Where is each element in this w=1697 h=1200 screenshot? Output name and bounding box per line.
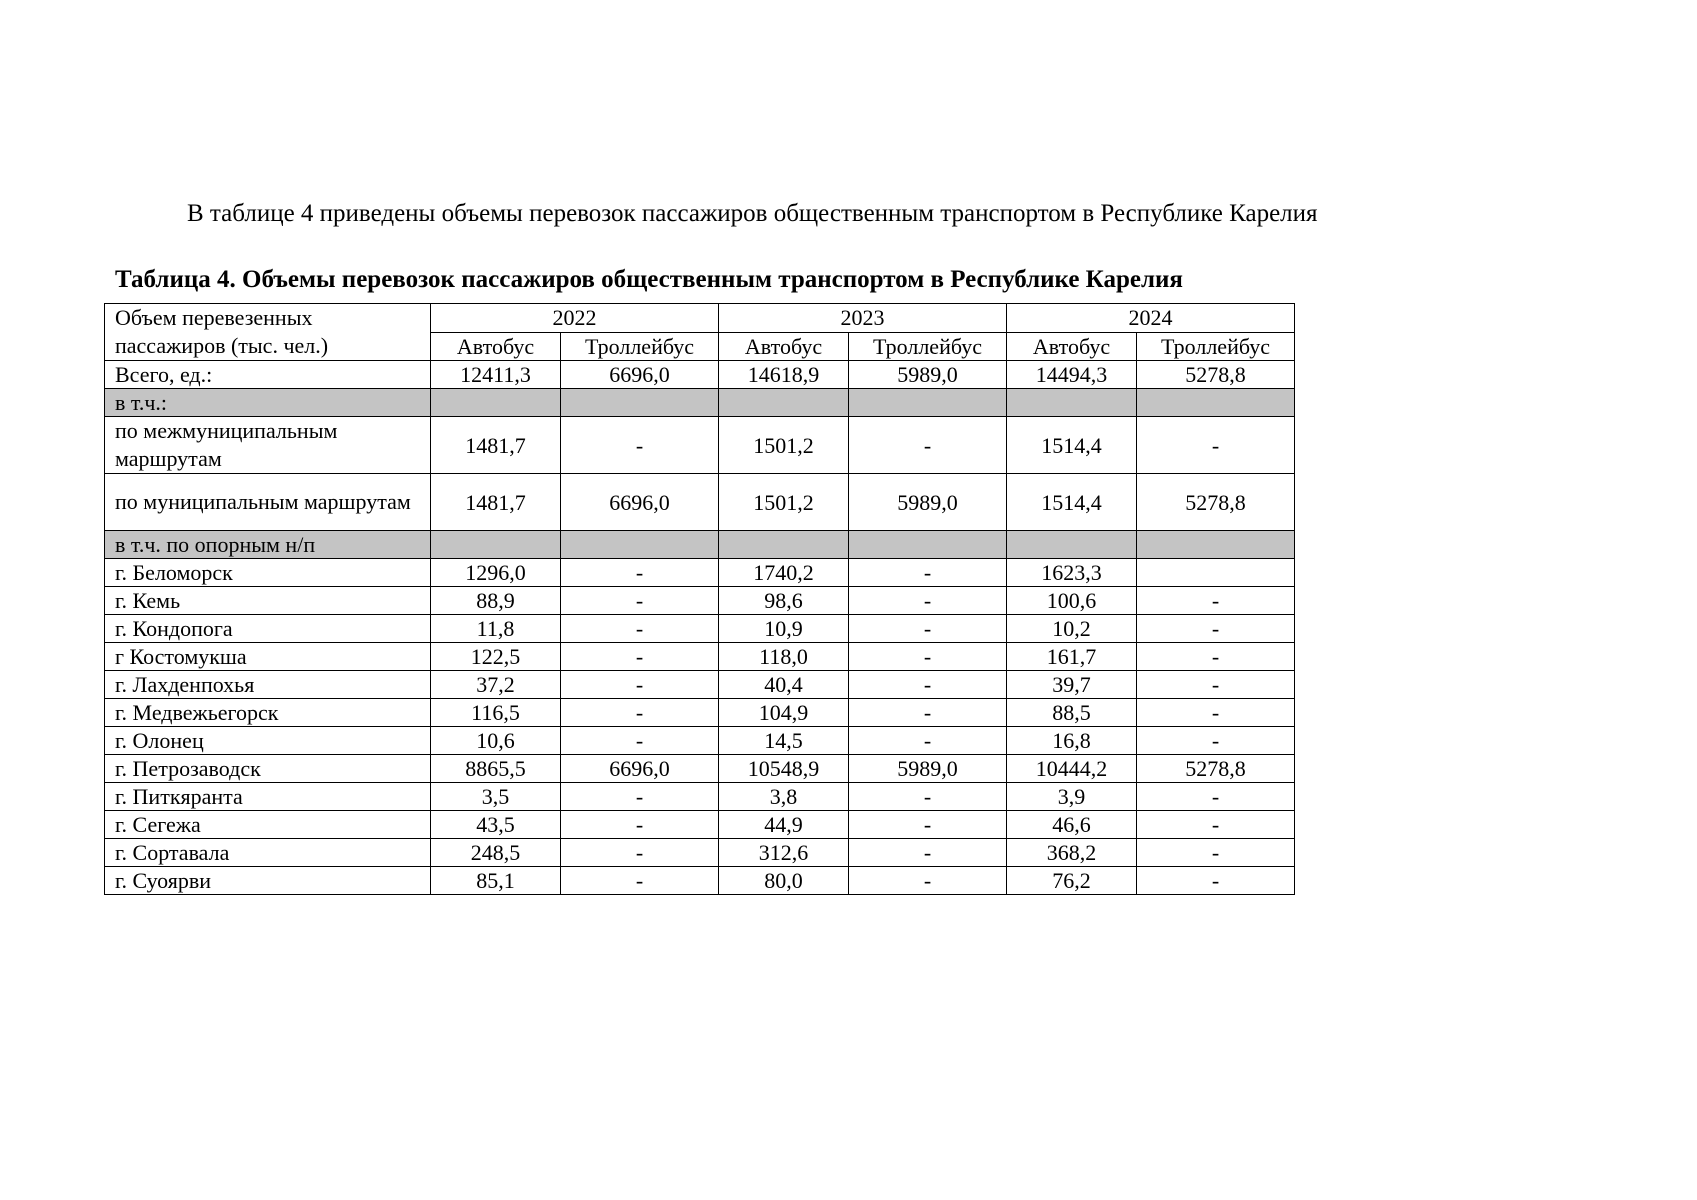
value-cell: 248,5 [431, 839, 561, 867]
value-cell: 5989,0 [849, 361, 1007, 389]
value-cell [1137, 389, 1295, 417]
table-row [105, 559, 1295, 587]
value-cell: 368,2 [1007, 839, 1137, 867]
value-cell: - [1137, 643, 1295, 671]
table-caption: Таблица 4. Объемы перевозок пассажиров общественным транспортом в Республике Карелия [115, 266, 1183, 293]
table-row [105, 699, 1295, 727]
value-cell: 6696,0 [561, 755, 719, 783]
value-cell: - [1137, 699, 1295, 727]
value-cell: 6696,0 [561, 474, 719, 531]
value-cell: 5989,0 [849, 755, 1007, 783]
value-cell: - [561, 811, 719, 839]
value-cell: - [561, 839, 719, 867]
value-cell: - [1137, 727, 1295, 755]
value-cell: 43,5 [431, 811, 561, 839]
table-row [105, 587, 1295, 615]
table-row [105, 474, 1295, 531]
value-cell: 40,4 [719, 671, 849, 699]
value-cell: - [849, 699, 1007, 727]
value-cell: - [849, 417, 1007, 474]
value-cell: 6696,0 [561, 361, 719, 389]
row-label: г. Кондопога [105, 615, 431, 643]
value-cell: 10,9 [719, 615, 849, 643]
value-cell [561, 389, 719, 417]
value-cell: - [1137, 615, 1295, 643]
row-label: г. Суоярви [105, 867, 431, 895]
row-label: г. Беломорск [105, 559, 431, 587]
row-label: в т.ч.: [105, 389, 431, 417]
value-cell [719, 531, 849, 559]
row-label: Всего, ед.: [105, 361, 431, 389]
value-cell: - [849, 783, 1007, 811]
row-label: г. Лахденпохья [105, 671, 431, 699]
value-cell: 85,1 [431, 867, 561, 895]
vehicle-header-bus: Автобус [719, 332, 849, 361]
value-cell [561, 531, 719, 559]
value-cell: - [1137, 783, 1295, 811]
row-label: г. Сегежа [105, 811, 431, 839]
value-cell: 14494,3 [1007, 361, 1137, 389]
row-label: г. Петрозаводск [105, 755, 431, 783]
value-cell: 10,6 [431, 727, 561, 755]
value-cell: - [1137, 839, 1295, 867]
table-body [105, 361, 1295, 895]
value-cell: 37,2 [431, 671, 561, 699]
value-cell: - [849, 643, 1007, 671]
value-cell: 1514,4 [1007, 474, 1137, 531]
value-cell [849, 389, 1007, 417]
passenger-transport-table [104, 303, 1295, 895]
value-cell: 100,6 [1007, 587, 1137, 615]
value-cell: - [561, 867, 719, 895]
value-cell: 8865,5 [431, 755, 561, 783]
value-cell: 3,9 [1007, 783, 1137, 811]
row-label: по муниципальным маршрутам [105, 474, 431, 531]
value-cell: - [1137, 671, 1295, 699]
value-cell: 10444,2 [1007, 755, 1137, 783]
table-row [105, 783, 1295, 811]
value-cell: - [849, 615, 1007, 643]
value-cell: - [1137, 417, 1295, 474]
value-cell: 116,5 [431, 699, 561, 727]
value-cell: 80,0 [719, 867, 849, 895]
value-cell: 1481,7 [431, 417, 561, 474]
table-row [105, 361, 1295, 389]
value-cell [1007, 389, 1137, 417]
row-label: г. Питкяранта [105, 783, 431, 811]
table-row [105, 839, 1295, 867]
row-label: г. Сортавала [105, 839, 431, 867]
value-cell [1137, 531, 1295, 559]
value-cell: 11,8 [431, 615, 561, 643]
vehicle-header-bus: Автобус [1007, 332, 1137, 361]
table-row [105, 727, 1295, 755]
value-cell: 5989,0 [849, 474, 1007, 531]
value-cell: 1501,2 [719, 474, 849, 531]
row-label: г Костомукша [105, 643, 431, 671]
section-row [105, 531, 1295, 559]
table-row [105, 643, 1295, 671]
value-cell: 1740,2 [719, 559, 849, 587]
value-cell: 5278,8 [1137, 474, 1295, 531]
table-row [105, 615, 1295, 643]
value-cell: - [1137, 811, 1295, 839]
value-cell: 46,6 [1007, 811, 1137, 839]
value-cell: - [561, 417, 719, 474]
value-cell [1137, 559, 1295, 587]
value-cell: 10,2 [1007, 615, 1137, 643]
value-cell: - [849, 867, 1007, 895]
table-row [105, 867, 1295, 895]
value-cell: 118,0 [719, 643, 849, 671]
value-cell: 16,8 [1007, 727, 1137, 755]
value-cell: 5278,8 [1137, 361, 1295, 389]
value-cell: - [849, 559, 1007, 587]
vehicle-header-trolleybus: Троллейбус [849, 332, 1007, 361]
value-cell: 88,5 [1007, 699, 1137, 727]
value-cell [719, 389, 849, 417]
value-cell: - [561, 699, 719, 727]
value-cell [849, 531, 1007, 559]
value-cell: - [849, 839, 1007, 867]
table-row [105, 671, 1295, 699]
value-cell: 10548,9 [719, 755, 849, 783]
section-row [105, 389, 1295, 417]
value-cell: 3,8 [719, 783, 849, 811]
value-cell: 88,9 [431, 587, 561, 615]
value-cell: - [561, 615, 719, 643]
intro-paragraph: В таблице 4 приведены объемы перевозок пассажиров общественным транспортом в Республике Карелия [187, 200, 1318, 227]
value-cell [431, 389, 561, 417]
value-cell: 1623,3 [1007, 559, 1137, 587]
value-cell: - [849, 727, 1007, 755]
vehicle-header-trolleybus: Троллейбус [1137, 332, 1295, 361]
value-cell: 122,5 [431, 643, 561, 671]
row-label: г. Олонец [105, 727, 431, 755]
value-cell: 1501,2 [719, 417, 849, 474]
value-cell: - [561, 559, 719, 587]
table-row [105, 755, 1295, 783]
year-header: 2023 [719, 304, 1007, 333]
value-cell: - [561, 727, 719, 755]
value-cell [431, 531, 561, 559]
value-cell: 1514,4 [1007, 417, 1137, 474]
value-cell: 1296,0 [431, 559, 561, 587]
value-cell [1007, 531, 1137, 559]
header-row-years [105, 304, 1295, 333]
row-label: г. Кемь [105, 587, 431, 615]
value-cell: - [849, 671, 1007, 699]
value-cell: 14618,9 [719, 361, 849, 389]
year-header: 2022 [431, 304, 719, 333]
value-cell: 76,2 [1007, 867, 1137, 895]
year-header: 2024 [1007, 304, 1295, 333]
value-cell: 98,6 [719, 587, 849, 615]
vehicle-header-trolleybus: Троллейбус [561, 332, 719, 361]
table-row [105, 417, 1295, 474]
value-cell: - [561, 783, 719, 811]
vehicle-header-bus: Автобус [431, 332, 561, 361]
table-row [105, 811, 1295, 839]
row-label: по межмуниципальным маршрутам [105, 417, 431, 474]
row-label: г. Медвежьегорск [105, 699, 431, 727]
corner-header: Объем перевезенных пассажиров (тыс. чел.) [105, 304, 431, 361]
value-cell: 312,6 [719, 839, 849, 867]
value-cell: 44,9 [719, 811, 849, 839]
value-cell: 104,9 [719, 699, 849, 727]
value-cell: 5278,8 [1137, 755, 1295, 783]
value-cell: - [561, 643, 719, 671]
value-cell: - [849, 587, 1007, 615]
value-cell: 14,5 [719, 727, 849, 755]
value-cell: 161,7 [1007, 643, 1137, 671]
value-cell: - [1137, 587, 1295, 615]
value-cell: 12411,3 [431, 361, 561, 389]
value-cell: 1481,7 [431, 474, 561, 531]
value-cell: 39,7 [1007, 671, 1137, 699]
value-cell: 3,5 [431, 783, 561, 811]
row-label: в т.ч. по опорным н/п [105, 531, 431, 559]
value-cell: - [849, 811, 1007, 839]
value-cell: - [561, 671, 719, 699]
value-cell: - [561, 587, 719, 615]
value-cell: - [1137, 867, 1295, 895]
